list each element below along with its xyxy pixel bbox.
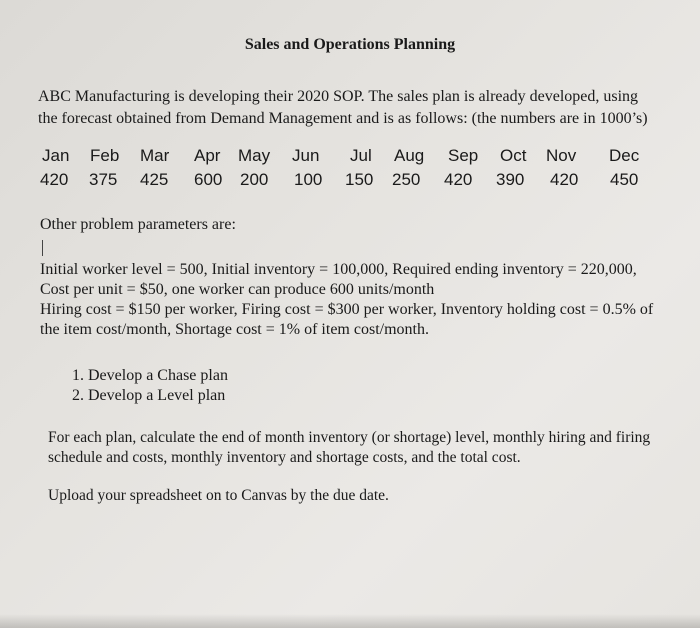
- month-value: 420: [550, 170, 579, 189]
- intro-line: the forecast obtained from Demand Management and is as follows: (the numbers are in 1000’s): [38, 110, 648, 127]
- month-value: 425: [140, 170, 169, 189]
- month-label: Oct: [500, 146, 527, 165]
- params-line: Initial worker level = 500, Initial inventory = 100,000, Required ending inventory = 220,000,: [40, 261, 637, 278]
- month-label: Jun: [292, 146, 320, 165]
- task-item: 2. Develop a Level plan: [72, 387, 226, 404]
- month-value: 200: [240, 170, 269, 189]
- month-label: Feb: [90, 146, 120, 165]
- params-heading: Other problem parameters are:: [40, 216, 236, 233]
- month-label: Jul: [350, 146, 372, 165]
- month-value: 375: [89, 170, 118, 189]
- month-label: Jan: [42, 146, 70, 165]
- month-label: May: [238, 146, 271, 165]
- params-line: Hiring cost = $150 per worker, Firing cost = $300 per worker, Inventory holding cost = 0.5% of: [40, 301, 654, 318]
- month-value: 390: [496, 170, 525, 189]
- month-value: 420: [444, 170, 473, 189]
- month-value: 100: [294, 170, 323, 189]
- instructions-paragraph: [48, 428, 688, 468]
- month-value: 600: [194, 170, 223, 189]
- month-value: 450: [610, 170, 639, 189]
- upload-note: Upload your spreadsheet on to Canvas by the due date.: [48, 487, 389, 504]
- month-label: Aug: [394, 146, 425, 165]
- document-title: Sales and Operations Planning: [244, 36, 456, 53]
- photo-edge-shadow: [0, 614, 700, 628]
- intro-paragraph: [38, 86, 678, 130]
- task-item: 1. Develop a Chase plan: [72, 367, 228, 384]
- month-label: Nov: [546, 146, 577, 165]
- params-line: Cost per unit = $50, one worker can produce 600 units/month: [40, 281, 435, 298]
- month-value: 150: [345, 170, 374, 189]
- month-value: 420: [40, 170, 69, 189]
- params-line: the item cost/month, Shortage cost = 1% of item cost/month.: [40, 321, 429, 338]
- text-cursor: [42, 240, 43, 256]
- intro-line: ABC Manufacturing is developing their 2020 SOP. The sales plan is already developed, using: [38, 88, 639, 105]
- params-paragraph: [40, 260, 680, 340]
- month-label: Mar: [140, 146, 170, 165]
- month-label: Sep: [448, 146, 479, 165]
- instruction-line: schedule and costs, monthly inventory and shortage costs, and the total cost.: [48, 449, 521, 466]
- instruction-line: For each plan, calculate the end of month inventory (or shortage) level, monthly hiring and firing: [48, 429, 651, 446]
- task-list: [72, 366, 228, 406]
- month-value: 250: [392, 170, 421, 189]
- month-label: Apr: [194, 146, 221, 165]
- month-label: Dec: [609, 146, 640, 165]
